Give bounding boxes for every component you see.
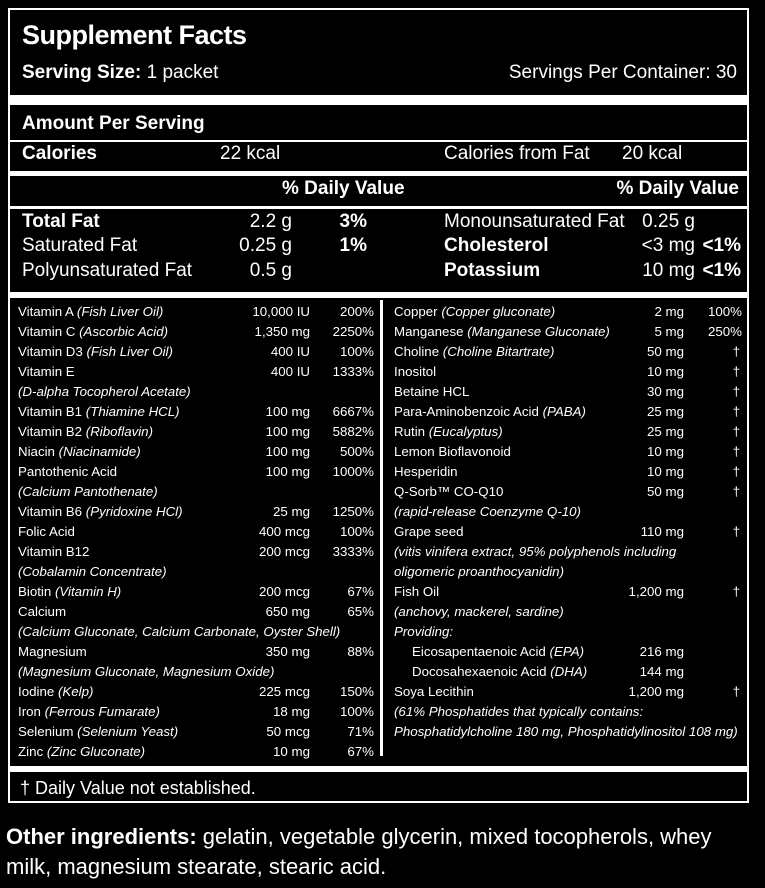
nutrient-name: Betaine HCL: [394, 384, 470, 399]
nutrient-source: (DHA): [550, 664, 588, 679]
nutrient-source: Phosphatidylcholine 180 mg, Phosphatidylinositol 108 mg): [394, 724, 738, 739]
calories-from-fat-label: Calories from Fat: [444, 143, 590, 164]
nutrient-source: (Pyridoxine HCl): [85, 504, 183, 519]
nutrient-name: Magnesium: [18, 644, 87, 659]
nutrient-row: [18, 582, 374, 602]
nutrient-row: [394, 442, 744, 462]
nutrient-label: [394, 682, 474, 702]
nutrient-row: [394, 602, 744, 622]
nutrient-daily-value: †: [732, 344, 740, 359]
macro-daily-value: <1%: [702, 260, 741, 281]
nutrient-label: [394, 342, 554, 362]
nutrient-amount: 225 mcg: [259, 684, 310, 699]
nutrient-row: [394, 722, 744, 742]
nutrient-label: [394, 582, 439, 602]
nutrient-label: [18, 342, 173, 362]
nutrient-daily-value: 67%: [347, 744, 374, 759]
nutrient-row: [18, 562, 374, 582]
calories-label: Calories: [22, 143, 97, 164]
nutrient-amount: 216 mg: [639, 644, 684, 659]
nutrient-label: [18, 522, 75, 542]
nutrient-amount: 50 mg: [647, 344, 684, 359]
nutrient-label: [18, 462, 117, 482]
nutrient-label: [394, 702, 643, 722]
nutrient-amount: 1,350 mg: [254, 324, 310, 339]
other-ingredients-text: gelatin, vegetable glycerin, mixed tocopherols, whey milk, magnesium stearate, stearic acid.: [6, 824, 712, 879]
medium-divider: [10, 292, 747, 298]
nutrient-amount: 100 mg: [265, 444, 310, 459]
macro-amount: <3 mg: [641, 235, 695, 256]
nutrient-source: (Choline Bitartrate): [442, 344, 555, 359]
nutrient-row: [18, 602, 374, 622]
nutrient-source: (D-alpha Tocopherol Acetate): [18, 384, 191, 399]
nutrient-name: Vitamin D3: [18, 344, 83, 359]
footnote: † Daily Value not established.: [20, 778, 256, 798]
nutrient-row: [394, 582, 744, 602]
nutrient-amount: 30 mg: [647, 384, 684, 399]
nutrient-label: [394, 382, 469, 402]
nutrient-label: [18, 482, 158, 502]
nutrient-daily-value: 100%: [339, 704, 374, 719]
nutrient-amount: 10 mg: [647, 464, 684, 479]
nutrient-row: [394, 302, 744, 322]
macro-name: Saturated Fat: [22, 235, 138, 256]
nutrient-daily-value: †: [732, 584, 740, 599]
nutrient-amount: 25 mg: [647, 404, 684, 419]
macro-amount: 0.25 g: [642, 211, 695, 232]
nutrient-amount: 10 mg: [647, 364, 684, 379]
nutrient-row: [18, 442, 374, 462]
macro-name: Cholesterol: [444, 235, 549, 256]
nutrient-label: [412, 662, 587, 682]
nutrient-amount: 25 mg: [647, 424, 684, 439]
daily-value-header-right: % Daily Value: [616, 178, 739, 199]
nutrient-label: [394, 522, 463, 542]
nutrient-name: Selenium: [18, 724, 74, 739]
nutrient-source: (rapid-release Coenzyme Q-10): [394, 504, 581, 519]
nutrient-name: Grape seed: [394, 524, 464, 539]
nutrient-name: Vitamin B12: [18, 544, 90, 559]
nutrient-label: [18, 322, 168, 342]
nutrient-daily-value: 1000%: [332, 464, 374, 479]
nutrient-amount: 2 mg: [654, 304, 684, 319]
nutrient-source: (Niacinamide): [58, 444, 141, 459]
other-ingredients-label: Other ingredients:: [6, 824, 197, 849]
nutrient-daily-value: †: [732, 404, 740, 419]
nutrient-source: Providing:: [394, 624, 454, 639]
nutrient-daily-value: 150%: [339, 684, 374, 699]
nutrient-daily-value: †: [732, 384, 740, 399]
macro-daily-value: 3%: [339, 211, 367, 232]
nutrient-amount: 100 mg: [265, 424, 310, 439]
nutrient-row: [18, 422, 374, 442]
nutrient-amount: 5 mg: [654, 324, 684, 339]
nutrient-row: [394, 702, 744, 722]
nutrient-name: Pantothenic Acid: [18, 464, 118, 479]
nutrient-daily-value: 250%: [707, 324, 742, 339]
nutrient-amount: 1,200 mg: [628, 584, 684, 599]
nutrient-label: [394, 462, 458, 482]
nutrient-row: [394, 502, 744, 522]
nutrient-daily-value: †: [732, 364, 740, 379]
nutrient-amount: 400 mcg: [259, 524, 310, 539]
nutrient-daily-value: 71%: [347, 724, 374, 739]
nutrient-source: oligomeric proanthocyanidin): [394, 564, 564, 579]
nutrient-source: (Cobalamin Concentrate): [18, 564, 167, 579]
nutrient-daily-value: 5882%: [332, 424, 374, 439]
nutrient-amount: 18 mg: [273, 704, 310, 719]
amount-per-serving: Amount Per Serving: [22, 113, 205, 134]
nutrient-label: [394, 402, 586, 422]
nutrient-name: Iron: [18, 704, 41, 719]
nutrient-name: Choline: [394, 344, 440, 359]
nutrient-label: [394, 622, 453, 642]
nutrient-amount: 110 mg: [640, 524, 684, 539]
nutrient-daily-value: †: [732, 484, 740, 499]
macro-amount: 0.5 g: [249, 260, 292, 281]
macro-amount: 10 mg: [642, 260, 695, 281]
nutrient-source: (Manganese Gluconate): [467, 324, 610, 339]
nutrient-source: (Ascorbic Acid): [79, 324, 169, 339]
macro-daily-value: <1%: [702, 235, 741, 256]
nutrient-label: [394, 442, 511, 462]
nutrient-label: [412, 642, 584, 662]
nutrient-amount: 25 mg: [273, 504, 310, 519]
nutrient-name: Vitamin B6: [18, 504, 83, 519]
nutrient-amount: 200 mcg: [259, 544, 310, 559]
serving-size-value: 1 packet: [146, 62, 219, 83]
nutrient-source: (Fish Liver Oil): [86, 344, 173, 359]
nutrient-name: Manganese: [394, 324, 464, 339]
nutrient-row: [394, 542, 744, 562]
nutrient-name: Niacin: [18, 444, 55, 459]
nutrient-amount: 1,200 mg: [628, 684, 684, 699]
macro-amount: 0.25 g: [239, 235, 292, 256]
nutrient-source: (61% Phosphatides that typically contains:: [394, 704, 644, 719]
nutrient-row: [18, 662, 374, 682]
nutrient-amount: 400 IU: [270, 344, 310, 359]
nutrient-row: [18, 362, 374, 382]
nutrient-daily-value: †: [732, 464, 740, 479]
nutrient-row: [18, 482, 374, 502]
nutrient-amount: 50 mcg: [266, 724, 310, 739]
nutrient-row: [18, 702, 374, 722]
nutrient-daily-value: 1250%: [332, 504, 374, 519]
macro-name: Potassium: [444, 260, 541, 281]
nutrient-source: (Eucalyptus): [428, 424, 503, 439]
nutrient-amount: 10 mg: [273, 744, 310, 759]
nutrient-row: [18, 542, 374, 562]
nutrient-name: Eicosapentaenoic Acid: [412, 644, 546, 659]
nutrient-label: [18, 622, 340, 642]
nutrient-daily-value: †: [732, 444, 740, 459]
nutrient-name: Vitamin A: [18, 304, 74, 319]
nutrient-name: Inositol: [394, 364, 437, 379]
macro-name: Polyunsaturated Fat: [22, 260, 193, 281]
nutrient-daily-value: †: [732, 524, 740, 539]
nutrient-daily-value: 1333%: [332, 364, 374, 379]
nutrient-amount: 100 mg: [265, 404, 310, 419]
nutrient-row: [394, 362, 744, 382]
nutrient-daily-value: 100%: [707, 304, 742, 319]
nutrient-source: (EPA): [549, 644, 584, 659]
nutrient-label: [18, 442, 141, 462]
nutrient-name: Vitamin B2: [18, 424, 83, 439]
nutrient-row: [394, 382, 744, 402]
nutrient-label: [18, 562, 167, 582]
nutrient-row: [18, 722, 374, 742]
nutrient-row: [394, 522, 744, 542]
nutrient-daily-value: 88%: [347, 644, 374, 659]
nutrient-daily-value: 200%: [339, 304, 374, 319]
nutrient-amount: 350 mg: [265, 644, 310, 659]
nutrient-source: (Ferrous Fumarate): [44, 704, 160, 719]
nutrient-label: [18, 702, 160, 722]
nutrient-row: [394, 562, 744, 582]
nutrient-label: [18, 502, 183, 522]
nutrients-right-column: [394, 302, 744, 742]
nutrient-amount: 144 mg: [639, 664, 684, 679]
nutrient-label: [394, 362, 436, 382]
nutrient-label: [18, 742, 145, 762]
nutrient-source: (Vitamin H): [54, 584, 122, 599]
nutrient-row: [18, 642, 374, 662]
macro-name: Monounsaturated Fat: [444, 211, 625, 232]
nutrient-row: [18, 622, 374, 642]
nutrient-row: [394, 342, 744, 362]
nutrient-name: Hesperidin: [394, 464, 458, 479]
nutrient-source: (Fish Liver Oil): [76, 304, 164, 319]
nutrient-row: [18, 302, 374, 322]
nutrient-name: Q-Sorb™ CO-Q10: [394, 484, 504, 499]
supplement-facts-panel: [8, 8, 749, 803]
nutrient-row: [18, 522, 374, 542]
nutrient-name: Lemon Bioflavonoid: [394, 444, 511, 459]
nutrient-label: [18, 382, 191, 402]
nutrient-row: [394, 642, 744, 662]
nutrient-amount: 650 mg: [265, 604, 310, 619]
nutrient-source: (PABA): [542, 404, 586, 419]
nutrient-row: [394, 322, 744, 342]
nutrient-label: [394, 422, 503, 442]
nutrient-amount: 200 mcg: [259, 584, 310, 599]
nutrient-row: [394, 422, 744, 442]
nutrient-amount: 400 IU: [270, 364, 310, 379]
nutrient-name: Fish Oil: [394, 584, 440, 599]
nutrient-label: [394, 542, 676, 562]
nutrient-daily-value: 6667%: [332, 404, 374, 419]
nutrient-amount: 10,000 IU: [252, 304, 310, 319]
nutrient-daily-value: 100%: [339, 524, 374, 539]
nutrient-label: [18, 302, 163, 322]
other-ingredients: [6, 822, 761, 882]
nutrient-name: Soya Lecithin: [394, 684, 474, 699]
nutrient-label: [18, 682, 93, 702]
nutrient-source: (vitis vinifera extract, 95% polyphenols including: [394, 544, 677, 559]
nutrient-name: Iodine: [18, 684, 55, 699]
nutrient-name: Biotin: [18, 584, 52, 599]
nutrient-row: [394, 622, 744, 642]
nutrient-row: [18, 402, 374, 422]
nutrient-row: [18, 502, 374, 522]
nutrient-row: [394, 662, 744, 682]
nutrient-label: [18, 362, 75, 382]
nutrient-row: [18, 382, 374, 402]
nutrient-row: [394, 682, 744, 702]
nutrients-left-column: [18, 302, 374, 762]
medium-divider: [10, 171, 747, 176]
medium-divider: [10, 766, 747, 772]
nutrient-daily-value: 500%: [339, 444, 374, 459]
nutrient-name: Vitamin E: [18, 364, 75, 379]
nutrient-label: [18, 582, 121, 602]
nutrient-label: [394, 602, 564, 622]
nutrient-daily-value: 100%: [339, 344, 374, 359]
nutrient-row: [394, 462, 744, 482]
nutrient-name: Docosahexaenoic Acid: [412, 664, 547, 679]
nutrient-name: Vitamin B1: [18, 404, 83, 419]
nutrient-source: (Copper gluconate): [441, 304, 556, 319]
nutrient-amount: 10 mg: [647, 444, 684, 459]
nutrient-row: [394, 482, 744, 502]
nutrient-label: [18, 422, 153, 442]
nutrient-label: [18, 402, 180, 422]
nutrient-label: [394, 502, 581, 522]
serving-size: [22, 62, 218, 84]
servings-per-container: Servings Per Container: 30: [508, 62, 737, 83]
nutrient-source: (Kelp): [57, 684, 94, 699]
nutrient-label: [18, 722, 178, 742]
divider: [10, 140, 747, 142]
nutrient-source: (Calcium Pantothenate): [18, 484, 158, 499]
nutrient-daily-value: 67%: [347, 584, 374, 599]
panel-title: Supplement Facts: [22, 20, 247, 50]
calories-from-fat-value: 20 kcal: [622, 143, 683, 164]
macro-name: Total Fat: [22, 211, 100, 232]
nutrient-source: (Zinc Gluconate): [46, 744, 146, 759]
macro-daily-value: 1%: [339, 235, 367, 256]
nutrient-name: Rutin: [394, 424, 426, 439]
nutrient-row: [18, 342, 374, 362]
nutrient-label: [18, 662, 274, 682]
nutrient-source: (Riboflavin): [85, 424, 154, 439]
nutrient-amount: 100 mg: [265, 464, 310, 479]
nutrient-name: Folic Acid: [18, 524, 75, 539]
nutrient-label: [18, 642, 87, 662]
nutrient-label: [394, 482, 503, 502]
calories-value: 22 kcal: [220, 143, 281, 164]
nutrient-daily-value: 65%: [347, 604, 374, 619]
nutrient-name: Vitamin C: [18, 324, 76, 339]
serving-size-label: Serving Size:: [22, 62, 142, 83]
nutrient-name: Calcium: [18, 604, 67, 619]
nutrient-daily-value: †: [732, 684, 740, 699]
nutrient-row: [394, 402, 744, 422]
nutrient-amount: 50 mg: [647, 484, 684, 499]
nutrient-row: [18, 742, 374, 762]
divider: [10, 206, 747, 209]
nutrient-name: Para-Aminobenzoic Acid: [394, 404, 539, 419]
nutrient-daily-value: †: [732, 424, 740, 439]
nutrient-source: (Calcium Gluconate, Calcium Carbonate, Oyster Shell): [18, 624, 341, 639]
nutrient-row: [18, 322, 374, 342]
nutrient-label: [18, 602, 66, 622]
column-divider: [380, 300, 383, 756]
nutrient-row: [18, 462, 374, 482]
nutrient-label: [394, 562, 564, 582]
nutrient-row: [18, 682, 374, 702]
nutrient-source: (Thiamine HCL): [85, 404, 180, 419]
nutrient-name: Copper: [394, 304, 438, 319]
nutrient-source: (Selenium Yeast): [77, 724, 179, 739]
daily-value-header-left: % Daily Value: [282, 178, 405, 199]
nutrient-label: [394, 722, 738, 742]
nutrient-daily-value: 2250%: [332, 324, 374, 339]
nutrient-label: [18, 542, 89, 562]
macro-amount: 2.2 g: [249, 211, 292, 232]
nutrient-label: [394, 302, 555, 322]
nutrient-daily-value: 3333%: [332, 544, 374, 559]
thick-divider: [10, 95, 747, 105]
nutrient-label: [394, 322, 610, 342]
nutrient-source: (Magnesium Gluconate, Magnesium Oxide): [18, 664, 275, 679]
nutrient-name: Zinc: [18, 744, 44, 759]
nutrient-source: (anchovy, mackerel, sardine): [394, 604, 564, 619]
